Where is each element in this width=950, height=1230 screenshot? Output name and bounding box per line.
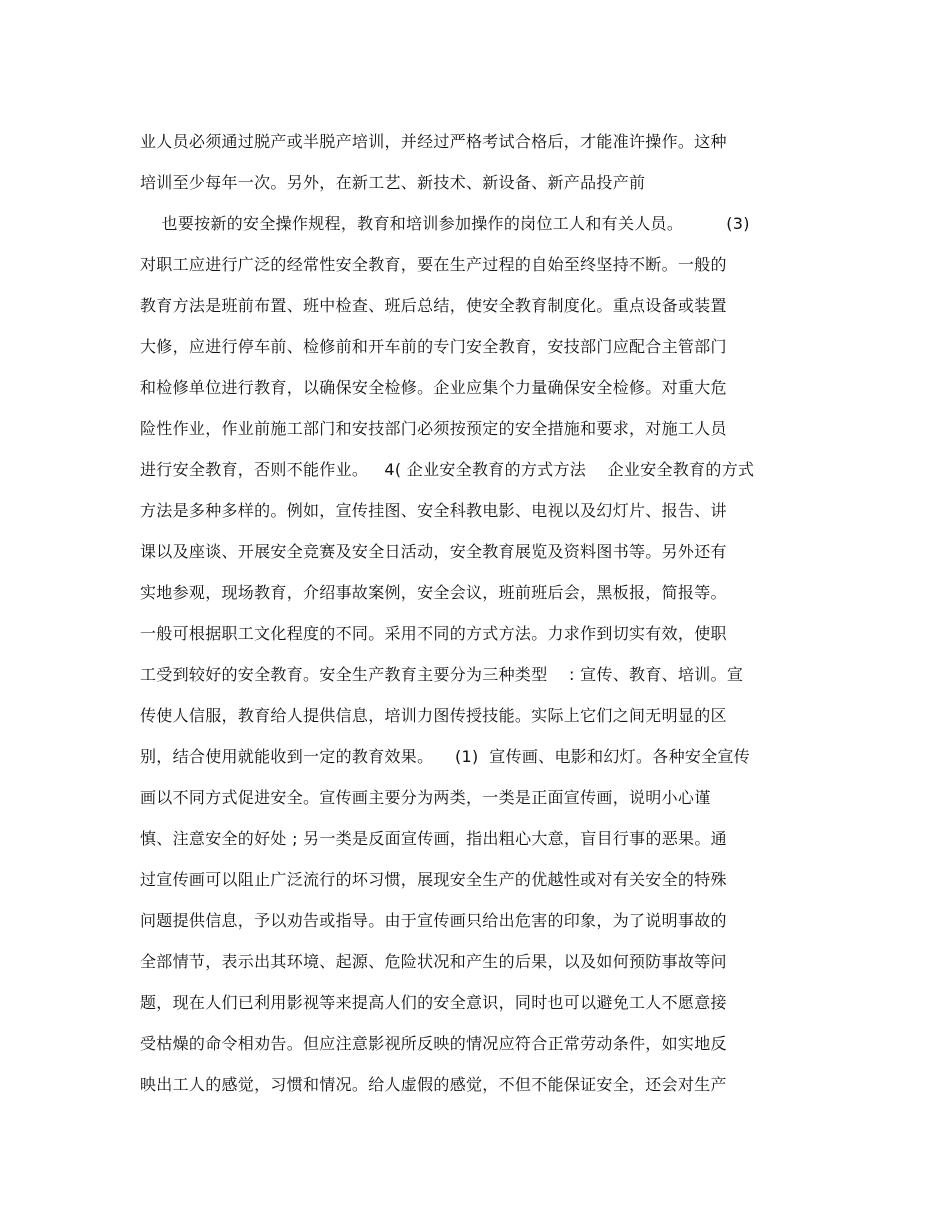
text-line: 一般可根据职工文化程度的不同。采用不同的方式方法。力求作到切实有效，使职 (140, 624, 727, 643)
text-line: 传使人信服，教育给人提供信息，培训力图传授技能。实际上它们之间无明显的区 (140, 706, 727, 725)
text-line: 业人员必须通过脱产或半脱产培训，并经过严格考试合格后，才能准许操作。这种 (140, 132, 727, 151)
text-line: 过宣传画可以阻止广泛流行的坏习惯，展现安全生产的优越性或对有关安全的特殊 (140, 870, 727, 889)
text-line: 实地参观，现场教育，介绍事故案例，安全会议，班前班后会，黑板报，简报等。 (140, 583, 727, 602)
text-line: 问题提供信息，予以劝告或指导。由于宣传画只给出危害的印象，为了说明事故的 (140, 911, 727, 930)
text-line: 慎、注意安全的好处 ; 另一类是反面宣传画，指出粗心大意，盲目行事的恶果。通 (140, 829, 727, 848)
text-line: 受枯燥的命令相劝告。但应注意影视所反映的情况应符合正常劳动条件，如实地反 (140, 1034, 727, 1053)
text-line: 也要按新的安全操作规程，教育和培训参加操作的岗位工人和有关人员。 (3) (140, 214, 750, 233)
text-line: 别，结合使用就能收到一定的教育效果。 (1) 宣传画、电影和幻灯。各种安全宣传 (140, 747, 751, 766)
text-line: 题，现在人们已利用影视等来提高人们的安全意识，同时也可以避免工人不愿意接 (140, 993, 727, 1012)
text-line: 大修，应进行停车前、检修前和开车前的专门安全教育，安技部门应配合主管部门 (140, 337, 727, 356)
text-line: 课以及座谈、开展安全竞赛及安全日活动，安全教育展览及资料图书等。另外还有 (140, 542, 727, 561)
text-line: 教育方法是班前布置、班中检查、班后总结，使安全教育制度化。重点设备或装置 (140, 296, 727, 315)
text-line: 画以不同方式促进安全。宣传画主要分为两类，一类是正面宣传画，说明小心谨 (140, 788, 711, 807)
text-line: 全部情节，表示出其环境、起源、危险状况和产生的后果，以及如何预防事故等问 (140, 952, 727, 971)
text-line: 方法是多种多样的。例如，宣传挂图、安全科教电影、电视以及幻灯片、报告、讲 (140, 501, 727, 520)
text-line: 和检修单位进行教育，以确保安全检修。企业应集个力量确保安全检修。对重大危 (140, 378, 727, 397)
text-line: 进行安全教育，否则不能作业。 4( 企业安全教育的方式方法 企业安全教育的方式 (140, 460, 755, 479)
text-line: 映出工人的感觉，习惯和情况。给人虚假的感觉，不但不能保证安全，还会对生产 (140, 1075, 727, 1094)
text-line: 险性作业，作业前施工部门和安技部门必须按预定的安全措施和要求，对施工人员 (140, 419, 727, 438)
text-line: 培训至少每年一次。另外，在新工艺、新技术、新设备、新产品投产前 (140, 173, 646, 192)
text-line: 对职工应进行广泛的经常性安全教育，要在生产过程的自始至终坚持不断。一般的 (140, 255, 727, 274)
text-line: 工受到较好的安全教育。安全生产教育主要分为三种类型 : 宣传、教育、培训。宣 (140, 665, 744, 684)
